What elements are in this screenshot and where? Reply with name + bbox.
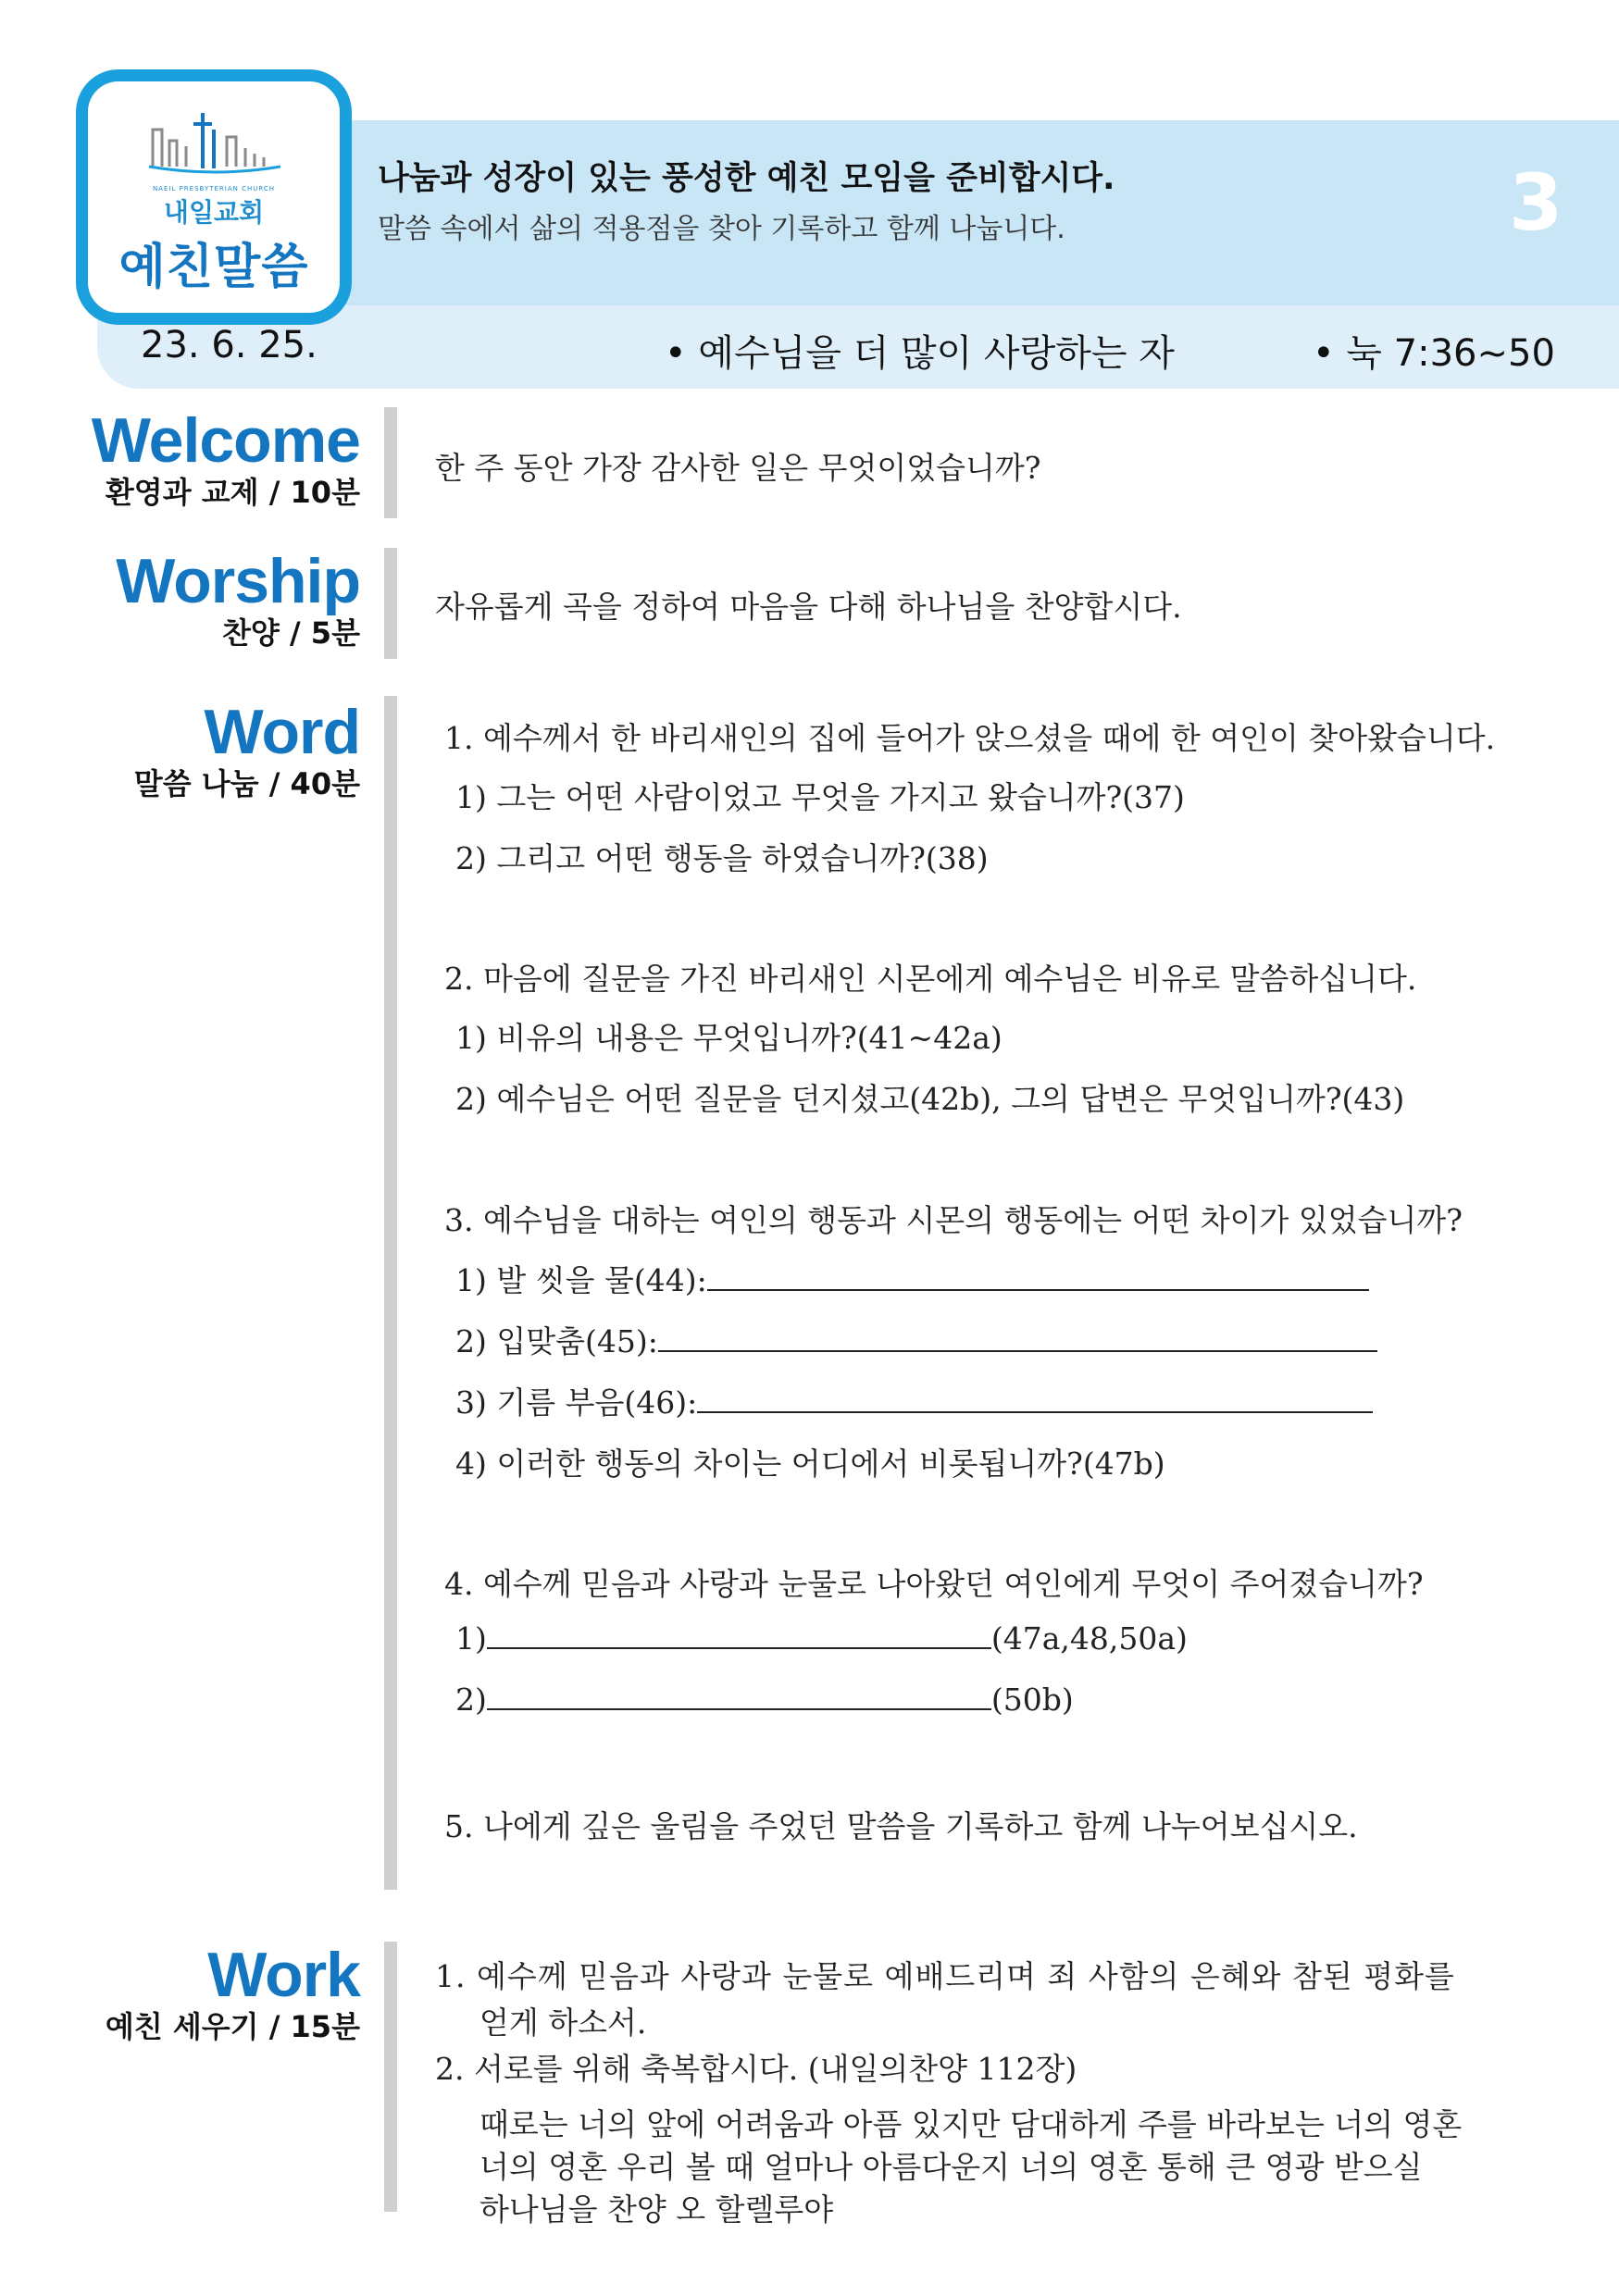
- header-title: 나눔과 성장이 있는 풍성한 예친 모임을 준비합시다.: [378, 160, 1115, 197]
- page-number: 3: [1509, 157, 1563, 248]
- question-3: 3. 예수님을 대하는 여인의 행동과 시몬의 행동에는 어떤 차이가 있었습니까?: [444, 1202, 1463, 1238]
- logo-small-text: NAEIL PRESBYTERIAN CHURCH: [152, 185, 276, 192]
- question-3-1-label: 1) 발 씻을 물(44):: [455, 1262, 707, 1298]
- answer-blank[interactable]: [658, 1322, 1377, 1352]
- question-4: 4. 예수께 믿음과 사랑과 눈물로 나아왔던 여인에게 무엇이 주어졌습니까?: [444, 1566, 1424, 1602]
- sermon-subject: • 예수님을 더 많이 사랑하는 자: [665, 332, 1175, 375]
- question-3-4: 4) 이러한 행동의 차이는 어디에서 비롯됩니까?(47b): [455, 1446, 1165, 1482]
- question-4-1-ref: (47a,48,50a): [990, 1620, 1188, 1657]
- question-4-2-prefix: 2): [455, 1682, 487, 1718]
- word-divider: [384, 696, 397, 1890]
- header-subtitle: 말씀 속에서 삶의 적용점을 찾아 기록하고 함께 나눕니다.: [378, 213, 1065, 245]
- question-1-2: 2) 그리고 어떤 행동을 하였습니까?(38): [455, 840, 989, 876]
- welcome-question: 한 주 동안 가장 감사한 일은 무엇이었습니까?: [435, 450, 1041, 486]
- worship-subheading: 찬양 / 5분: [222, 615, 360, 651]
- answer-blank[interactable]: [697, 1384, 1373, 1413]
- answer-blank[interactable]: [487, 1681, 991, 1710]
- worship-text: 자유롭게 곡을 정하여 마음을 다해 하나님을 찬양합시다.: [435, 589, 1182, 625]
- answer-blank[interactable]: [487, 1620, 991, 1649]
- word-heading: Word: [204, 697, 360, 767]
- worship-divider: [384, 548, 397, 659]
- logo-title: 예친말씀: [118, 240, 309, 295]
- question-1-1: 1) 그는 어떤 사람이었고 무엇을 가지고 왔습니까?(37): [455, 779, 1185, 815]
- work-item-2: 2. 서로를 위해 축복합시다. (내일의찬양 112장): [435, 2051, 1077, 2087]
- question-4-1-prefix: 1): [455, 1620, 487, 1657]
- question-4-2: [455, 1681, 1074, 1718]
- work-item-1-line-1: 1. 예수께 믿음과 사랑과 눈물로 예배드리며 죄 사함의 은혜와 참된 평화를: [435, 1958, 1455, 1994]
- date: 23. 6. 25.: [141, 324, 318, 366]
- question-4-2-ref: (50b): [990, 1682, 1074, 1718]
- question-3-2: [455, 1318, 1377, 1361]
- question-3-3-label: 3) 기름 부음(46):: [455, 1384, 698, 1421]
- logo-church-name: 내일교회: [163, 197, 265, 228]
- work-heading-block: [106, 1942, 360, 2045]
- church-skyline-icon: [145, 109, 284, 174]
- hymn-lyrics-line-1: 때로는 너의 앞에 어려움과 아픔 있지만 담대하게 주를 바라보는 너의 영혼: [479, 2106, 1463, 2142]
- question-3-3: [455, 1379, 1373, 1422]
- word-subheading: 말씀 나눔 / 40분: [133, 766, 360, 801]
- question-3-1: [455, 1257, 1369, 1300]
- welcome-heading-block: [92, 407, 360, 511]
- hymn-lyrics-line-3: 하나님을 찬양 오 할렐루야: [479, 2191, 834, 2228]
- question-1: 1. 예수께서 한 바리새인의 집에 들어가 앉으셨을 때에 한 여인이 찾아왔습니다.: [444, 720, 1496, 756]
- logo: [76, 69, 352, 325]
- answer-blank[interactable]: [707, 1261, 1369, 1291]
- question-5: 5. 나에게 깊은 울림을 주었던 말씀을 기록하고 함께 나누어보십시오.: [444, 1808, 1358, 1844]
- worship-heading-block: [116, 548, 360, 652]
- scripture-reference: • 눅 7:36~50: [1313, 332, 1555, 375]
- question-4-1: [455, 1620, 1188, 1657]
- question-3-2-label: 2) 입맞춤(45):: [455, 1323, 658, 1359]
- work-heading: Work: [207, 1940, 360, 2010]
- word-heading-block: [134, 699, 360, 802]
- work-subheading: 예친 세우기 / 15분: [105, 2009, 360, 2044]
- welcome-heading: Welcome: [91, 405, 360, 476]
- hymn-lyrics-line-2: 너의 영혼 우리 볼 때 얼마나 아름다운지 너의 영혼 통해 큰 영광 받으실: [479, 2149, 1423, 2185]
- question-2-1: 1) 비유의 내용은 무엇입니까?(41~42a): [455, 1020, 1003, 1056]
- worship-heading: Worship: [116, 546, 360, 616]
- work-divider: [384, 1942, 397, 2212]
- work-item-1-line-2: 얻게 하소서.: [479, 2004, 647, 2041]
- question-2: 2. 마음에 질문을 가진 바리새인 시몬에게 예수님은 비유로 말씀하십니다.: [444, 961, 1417, 997]
- question-2-2: 2) 예수님은 어떤 질문을 던지셨고(42b), 그의 답변은 무엇입니까?(43): [455, 1081, 1405, 1117]
- welcome-divider: [384, 407, 397, 518]
- welcome-subheading: 환영과 교제 / 10분: [105, 475, 360, 510]
